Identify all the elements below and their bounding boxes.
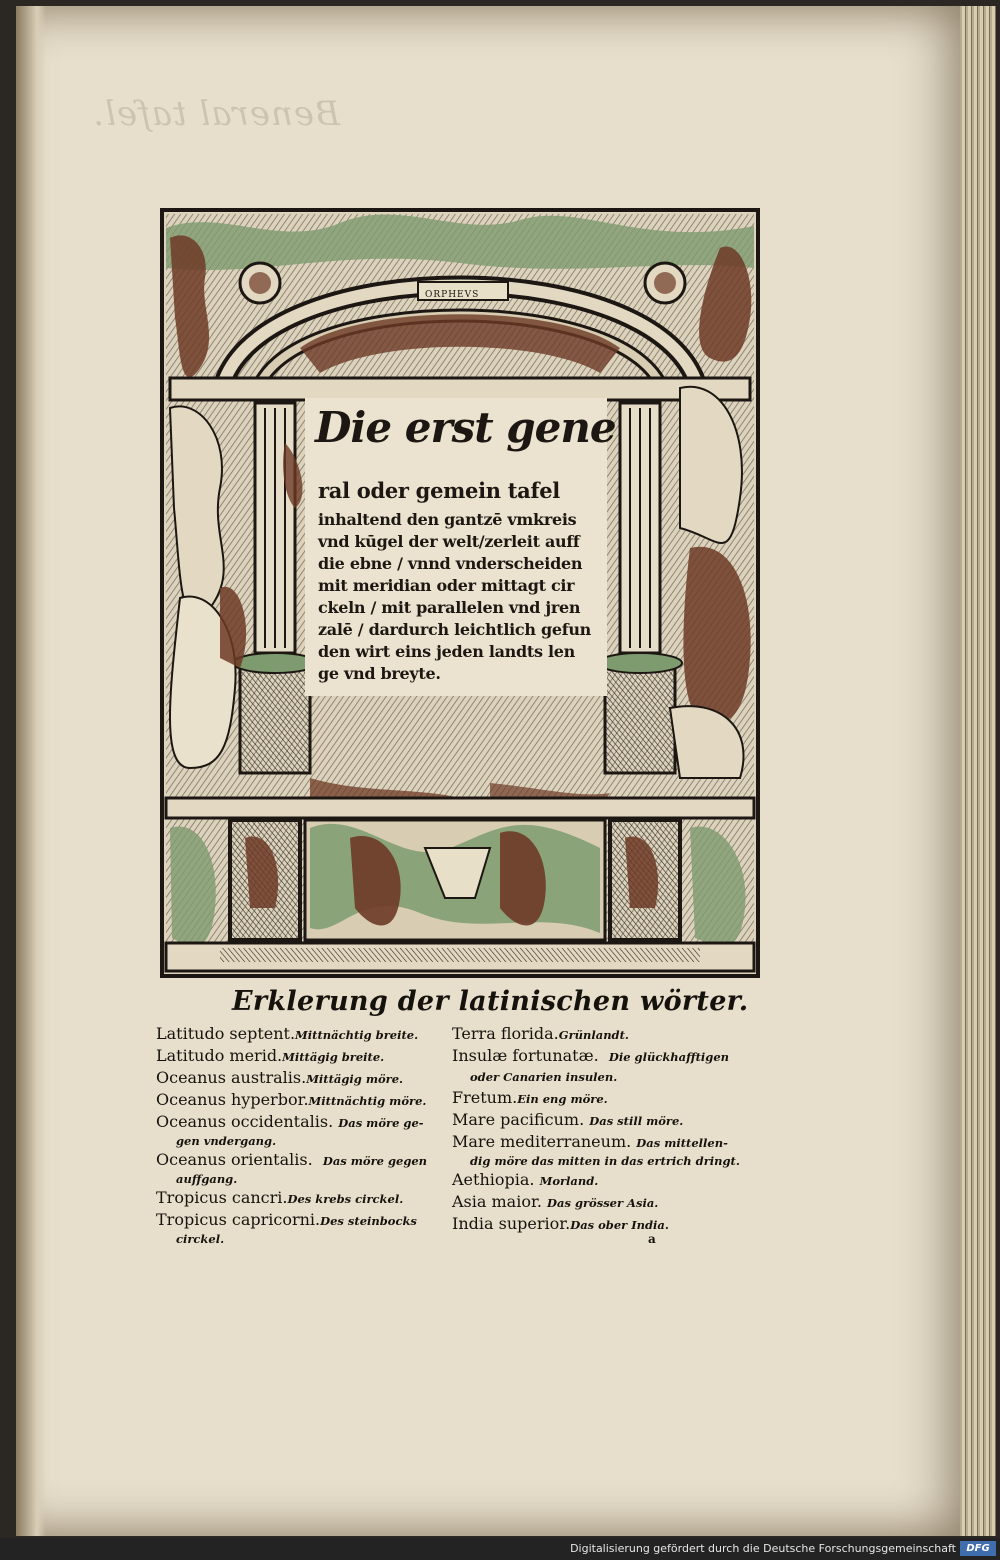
glossary-entry: Tropicus capricorni.Des steinbocks	[156, 1210, 417, 1229]
page-gutter	[16, 6, 46, 1536]
glossary-entry: Oceanus occidentalis. Das möre ge-	[156, 1112, 424, 1131]
glossary-continuation: circkel.	[176, 1232, 225, 1246]
glossary-heading: Erklerung der latinischen wörter.	[232, 986, 749, 1017]
glossary-entry: Mare pacificum. Das still möre.	[452, 1110, 684, 1129]
glossary-continuation: dig möre das mitten in das ertrich dringt.	[470, 1154, 740, 1168]
glossary-entry: Asia maior. Das grösser Asia.	[452, 1192, 659, 1211]
signature-mark: a	[648, 1232, 656, 1246]
glossary-entry: Oceanus australis.Mittägig möre.	[156, 1068, 404, 1087]
title-line: die ebne / vnnd vnderscheiden	[318, 554, 583, 573]
digitization-footer	[0, 1538, 1000, 1560]
title-line: zalē / dardurch leichtlich gefun	[318, 620, 591, 639]
glossary-entry: Insulæ fortunatæ. Die glückhafftigen	[452, 1046, 730, 1065]
title-line: ral oder gemein tafel	[318, 478, 560, 503]
page-edges	[960, 6, 996, 1536]
footer-credit: Digitalisierung gefördert durch die Deutsche Forschungsgemeinschaft	[570, 1542, 956, 1555]
glossary-entry: Fretum.Ein eng möre.	[452, 1088, 608, 1107]
title-line: mit meridian oder mittagt cir	[318, 576, 575, 595]
title-first-line: Die erst gene	[315, 403, 616, 452]
glossary-continuation: gen vndergang.	[176, 1134, 277, 1148]
offset-print-bleedthrough: Beneral tafel.	[92, 94, 340, 134]
glossary-continuation: oder Canarien insulen.	[470, 1070, 618, 1084]
glossary-entry: Latitudo merid.Mittägig breite.	[156, 1046, 385, 1065]
glossary-continuation: auffgang.	[176, 1172, 238, 1186]
glossary-entry: Tropicus cancri.Des krebs circkel.	[156, 1188, 404, 1207]
glossary-entry: Latitudo septent.Mittnächtig breite.	[156, 1024, 419, 1043]
title-line: ge vnd breyte.	[318, 664, 441, 683]
title-line: vnd kūgel der welt/zerleit auff	[318, 532, 580, 551]
glossary-entry: Oceanus hyperbor.Mittnächtig möre.	[156, 1090, 427, 1109]
glossary-entry: India superior.Das ober India.	[452, 1214, 669, 1233]
glossary-entry: Aethiopia. Morland.	[452, 1170, 599, 1189]
glossary-entry: Terra florida.Grünlandt.	[452, 1024, 629, 1043]
title-line: ckeln / mit parallelen vnd jren	[318, 598, 581, 617]
glossary-entry: Mare mediterraneum. Das mittellen-	[452, 1132, 728, 1151]
dfg-logo: DFG	[960, 1541, 996, 1556]
title-line: den wirt eins jeden landts len	[318, 642, 575, 661]
orpheus-cartouche-label: ORPHEVS	[425, 290, 480, 300]
glossary-entry: Oceanus orientalis. Das möre gegen	[156, 1150, 428, 1169]
title-line: inhaltend den gantzē vmkreis	[318, 510, 577, 529]
